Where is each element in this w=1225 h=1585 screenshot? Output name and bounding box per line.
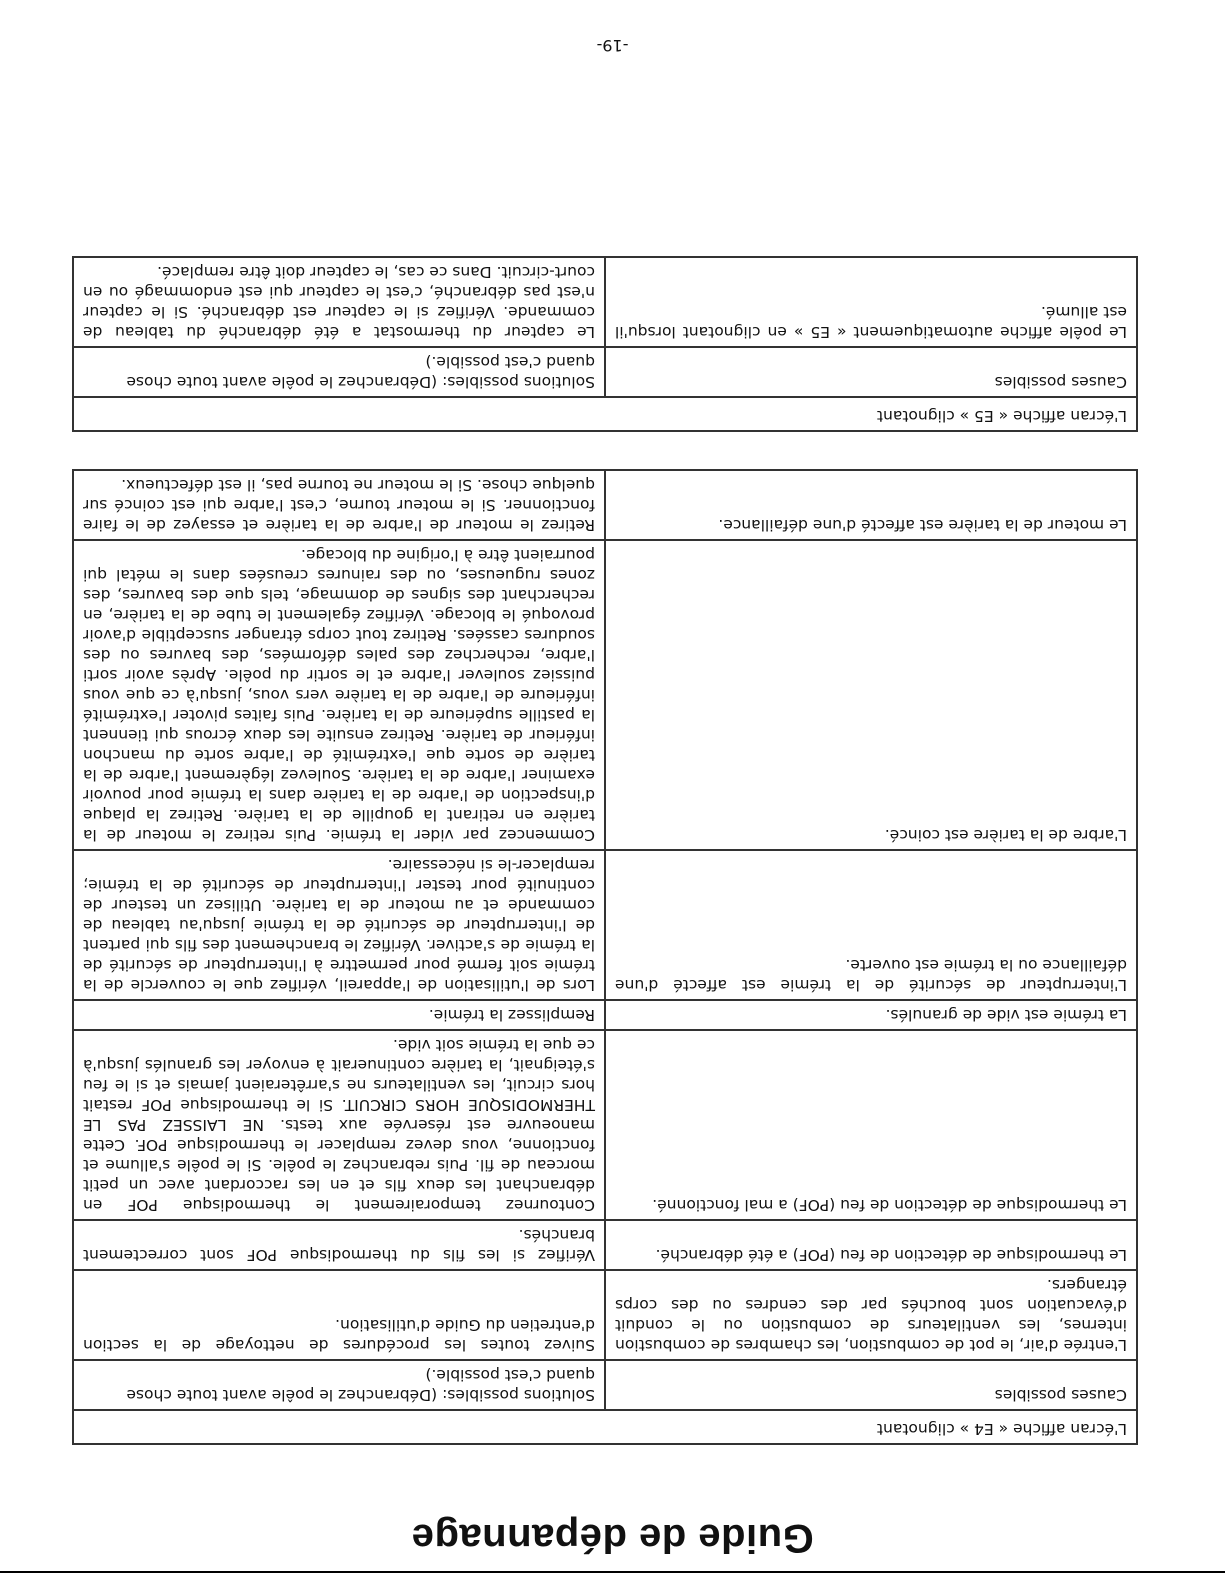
solution-cell: Vérifiez si les fils du thermodisque POF sont correctement branchés. — [73, 1220, 605, 1270]
table-row — [73, 470, 1137, 540]
page-title: Guide de dépannage — [411, 1516, 814, 1560]
cause-cell: La trémie est vide de granulés. — [605, 1000, 1137, 1030]
solution-cell: Remplissez la trémie. — [73, 1000, 605, 1030]
column-header-causes: Causes possibles — [605, 1360, 1137, 1410]
solution-cell: Retirez le moteur de l'arbre de la tarière et essayez de le faire fonctionner. Si le moteur tourne, c'est l'arbre qui est coincé sur quelque chose. Si le moteur ne tourne pas, il est défectueux. — [73, 470, 605, 540]
solution-cell: Contournez temporairement le thermodisque POF en débranchant les deux fils et en les raccordant avec un petit morceau de fil. Puis rebranchez le poêle. Si le poêle s'allume et fonctionne, vous devez remplacer le thermodisque POF. Cette manoeuvre est réservée aux tests. NE LAISSEZ PAS LE THERMODISQUE HORS CIRCUIT. Si le thermodisque POF restait hors circuit, les ventilateurs ne s'arrêteraient jamais et si le feu s'éteignait, la tarière continuerait à envoyer les granulés jusqu'à ce que la trémie soit vide. — [73, 1030, 605, 1220]
column-header-causes: Causes possibles — [605, 347, 1137, 397]
table-row — [73, 1270, 1137, 1360]
cause-cell: Le moteur de la tarière est affecté d'une défaillance. — [605, 470, 1137, 540]
column-header-solutions: Solutions possibles: (Débranchez le poêle avant toute chose quand c'est possible.) — [73, 1360, 605, 1410]
cause-cell: Le thermodisque de détection de feu (POF) a été débranché. — [605, 1220, 1137, 1270]
table-row — [73, 1000, 1137, 1030]
cause-cell: Le thermodisque de détection de feu (POF) a mal fonctionné. — [605, 1030, 1137, 1220]
troubleshooting-table-e4 — [72, 469, 1138, 1445]
table-row — [73, 850, 1137, 1000]
solution-cell: Lors de l'utilisation de l'appareil, vérifiez que le couvercle de la trémie soit fermé pour permettre à l'interrupteur de sécurité de la trémie de s'activer. Vérifiez le branchement des fils qui partent de l'interrupteur de sécurité de la trémie jusqu'au tableau de commande et au moteur de la tarière. Utilisez un testeur de continuité pour tester l'interrupteur de sécurité de la trémie; remplacer-le si nécessaire. — [73, 850, 605, 1000]
table-row — [73, 257, 1137, 347]
solution-cell: Suivez toutes les procédures de nettoyage de la section d'entretien du Guide d'utilisation. — [73, 1270, 605, 1360]
table-row — [73, 1030, 1137, 1220]
solution-cell: Le capteur du thermostat a été débranché du tableau de commande. Vérifiez si le capteur est débranché. Si le capteur n'est pas débranché, c'est le capteur qui est endommagé ou en court-circuit. Dans ce cas, le capteur doit être remplacé. — [73, 257, 605, 347]
page-number: -19- — [596, 36, 629, 55]
solution-cell: Commencez par vider la trémie. Puis retirez le moteur de la tarière en retirant la goupille de la tarière. Retirez la plaque d'inspection de l'arbre de la tarière dans la trémie pour pouvoir examiner l'arbre de la tarière. Soulevez légèrement l'arbre de la tarière de sorte que l'extrémité de l'arbre sorte du manchon inférieur de tarière. Retirez ensuite les deux écrous qui tiennent la pastille supérieure de la tarière. Puis faites pivoter l'extrémité inférieure de l'arbre de la tarière vers vous, jusqu'à ce que vous puissiez soulever l'arbre et le sortir du poêle. Après avoir sorti l'arbre, recherchez des pales déformées, des bavures ou des soudures cassées. Retirez tout corps étranger susceptible d'avoir provoqué le blocage. Vérifiez également le tube de la tarière, en recherchant des signes de dommage, tels que des bavures, des zones rugueuses, ou des rainures creusées dans le métal qui pourraient être à l'origine du blocage. — [73, 540, 605, 850]
table-row — [73, 540, 1137, 850]
cause-cell: L'arbre de la tarière est coincé. — [605, 540, 1137, 850]
section-heading-e5: L'écran affiche « E5 » clignotant — [73, 397, 1137, 431]
troubleshooting-table-e5 — [72, 256, 1138, 432]
section-heading-e4: L'écran affiche « E4 » clignotant — [73, 1410, 1137, 1444]
cause-cell: Le poêle affiche automatiquement « E5 » en clignotant lorsqu'il est allumé. — [605, 257, 1137, 347]
top-rule — [0, 1571, 1225, 1573]
cause-cell: L'entrée d'air, le pot de combustion, les chambres de combustion internes, les ventilateurs de combustion ou le conduit d'évacuation sont bouchés par des cendres ou des corps étrangers. — [605, 1270, 1137, 1360]
cause-cell: L'interrupteur de sécurité de la trémie est affecté d'une défaillance ou la trémie est ouverte. — [605, 850, 1137, 1000]
column-header-solutions: Solutions possibles: (Débranchez le poêle avant toute chose quand c'est possible.) — [73, 347, 605, 397]
table-row — [73, 1220, 1137, 1270]
